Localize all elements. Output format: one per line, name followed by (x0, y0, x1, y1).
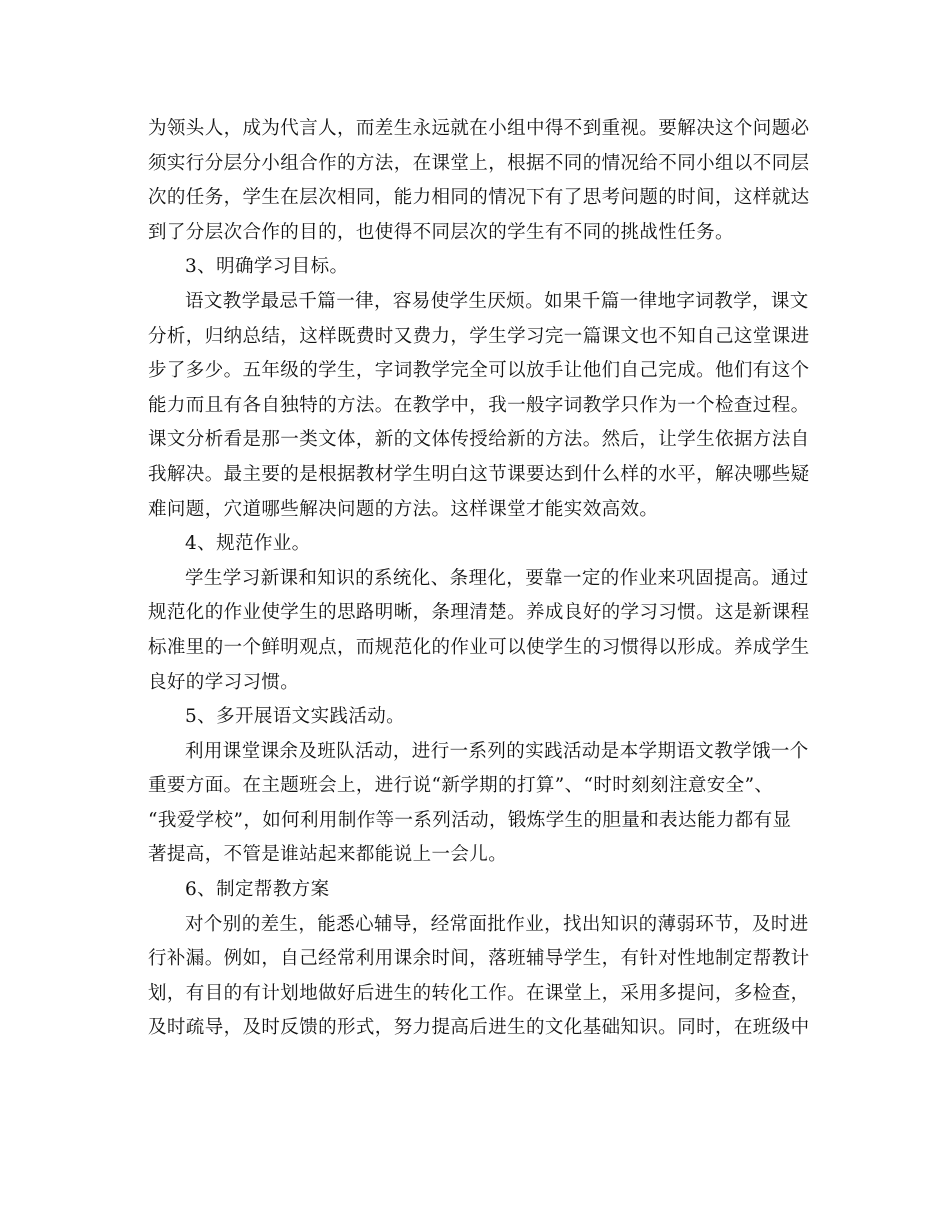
text-line: 规范化的作业使学生的思路明晰，条理清楚。养成良好的学习习惯。这是新课程 (148, 602, 810, 624)
text-line: 利用课堂课余及班队活动，进行一系列的实践活动是本学期语文教学饿一个 (185, 740, 809, 762)
text-line: 课文分析看是那一类文体，新的文体传授给新的方法。然后，让学生依据方法自 (148, 429, 810, 451)
text-line: 我解决。最主要的是根据教材学生明白这节课要达到什么样的水平，解决哪些疑 (148, 463, 810, 485)
text-line: 对个别的差生，能悉心辅导，经常面批作业，找出知识的薄弱环节，及时进 (185, 913, 809, 935)
text-line: 难问题，穴道哪些解决问题的方法。这样课堂才能实效高效。 (148, 498, 659, 520)
text-line: 次的任务，学生在层次相同，能力相同的情况下有了思考问题的时间，这样就达 (148, 187, 810, 209)
text-line: 语文教学最忌千篇一律，容易使学生厌烦。如果千篇一律地字词教学，课文 (185, 290, 809, 312)
text-line: 能力而且有各自独特的方法。在教学中，我一般字词教学只作为一个检查过程。 (148, 394, 810, 416)
text-line: 良好的学习习惯。 (148, 671, 300, 693)
text-line: 分析，归纳总结，这样既费时又费力，学生学习完一篇课文也不知自己这堂课进 (148, 325, 810, 347)
text-line: 到了分层次合作的目的，也使得不同层次的学生有不同的挑战性任务。 (148, 221, 734, 243)
text-line: 著提高，不管是谁站起来都能说上一会儿。 (148, 844, 508, 866)
text-line: 5、多开展语文实践活动。 (185, 706, 406, 728)
text-line: 3、明确学习目标。 (185, 256, 349, 278)
text-line: 及时疏导，及时反馈的形式，努力提高后进生的文化基础知识。同时，在班级中 (148, 1017, 810, 1039)
text-line: 学生学习新课和知识的系统化、条理化，要靠一定的作业来巩固提高。通过 (185, 567, 809, 589)
text-line: 为领头人，成为代言人，而差生永远就在小组中得不到重视。要解决这个问题必 (148, 118, 810, 139)
text-line: 行补漏。例如，自己经常利用课余时间，落班辅导学生，有针对性地制定帮教计 (148, 948, 810, 970)
text-line: 标准里的一个鲜明观点，而规范化的作业可以使学生的习惯得以形成。养成学生 (148, 636, 810, 658)
text-line: 6、制定帮教方案 (185, 879, 330, 901)
text-line: 重要方面。在主题班会上，进行说“新学期的打算”、“时时刻刻注意安全”、 (148, 775, 774, 797)
body-text (148, 112, 810, 1046)
text-line: “我爱学校”，如何利用制作等一系列活动，锻炼学生的胆量和表达能力都有显 (148, 809, 792, 831)
text-line: 须实行分层分小组合作的方法，在课堂上，根据不同的情况给不同小组以不同层 (148, 152, 810, 174)
text-line: 4、规范作业。 (185, 533, 311, 555)
text-line: 步了多少。五年级的学生，字词教学完全可以放手让他们自己完成。他们有这个 (148, 360, 810, 382)
text-line: 划，有目的有计划地做好后进生的转化工作。在课堂上，采用多提问，多检查， (148, 982, 810, 1004)
